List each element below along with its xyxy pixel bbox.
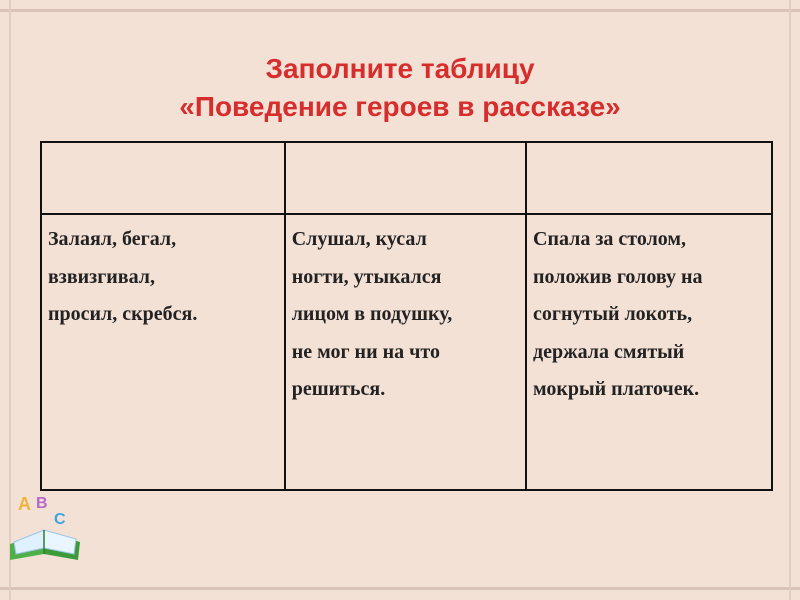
cell-text: Слушал, кусал ногти, утыкался лицом в подушку, не мог ни на что решиться. — [291, 228, 453, 400]
frame-bottom-line — [0, 587, 800, 590]
slide-title-line-2: «Поведение героев в рассказе» — [179, 91, 621, 122]
header-cell-1 — [41, 142, 285, 214]
table-cell-dog — [41, 214, 285, 490]
frame-top-line — [0, 9, 800, 12]
svg-text:B: B — [36, 495, 48, 512]
header-cell-3 — [526, 142, 772, 214]
table-cell-boy — [285, 214, 526, 490]
slide-title-line-1: Заполните таблицу — [265, 53, 535, 84]
svg-text:A: A — [18, 494, 31, 514]
abc-book-icon — [6, 484, 86, 564]
svg-text:C: C — [54, 511, 66, 528]
table-cell-mother — [526, 214, 772, 490]
behavior-table — [40, 141, 773, 491]
table-header-row — [41, 142, 772, 214]
header-cell-2 — [285, 142, 526, 214]
cell-text: Залаял, бегал, взвизгивал, просил, скребся. — [48, 228, 198, 325]
cell-text: Спала за столом, положив голову на согнутый локоть, держала смятый мокрый платочек. — [533, 228, 703, 400]
table-row — [41, 214, 772, 490]
